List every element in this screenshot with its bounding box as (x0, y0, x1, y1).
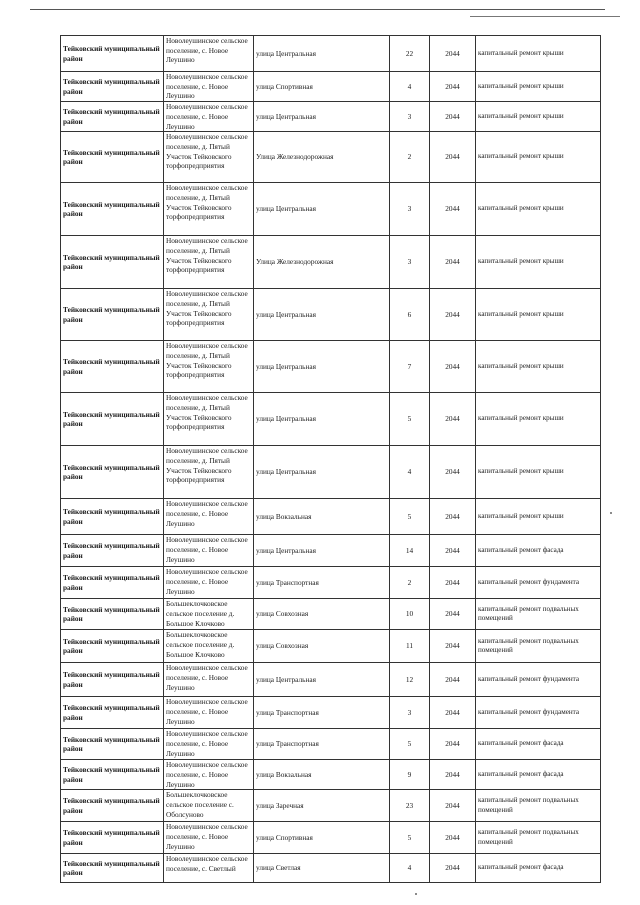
street-cell: улица Центральная (254, 341, 390, 393)
work-type-cell: капитальный ремонт крыши (476, 446, 601, 499)
district-cell: Тейковский муниципальный район (61, 535, 164, 567)
table-row (61, 393, 601, 446)
street-cell: улица Транспортная (254, 567, 390, 599)
settlement-cell: Новолеушинское сельское поселение, с. Новое Леушино (164, 760, 254, 790)
work-type-cell: капитальный ремонт подвальных помещений (476, 630, 601, 663)
table-row (61, 102, 601, 132)
work-type-cell: капитальный ремонт фундамента (476, 663, 601, 697)
house-number-cell: 2 (390, 132, 430, 183)
street-cell: улица Совхозная (254, 630, 390, 663)
table-row (61, 36, 601, 72)
street-cell: улица Совхозная (254, 599, 390, 630)
settlement-cell: Новолеушинское сельское поселение, с. Новое Леушино (164, 102, 254, 132)
district-cell: Тейковский муниципальный район (61, 102, 164, 132)
settlement-cell: Новолеушинское сельское поселение, с. Новое Леушино (164, 697, 254, 729)
street-cell: улица Транспортная (254, 729, 390, 760)
table-row (61, 567, 601, 599)
work-type-cell: капитальный ремонт подвальных помещений (476, 790, 601, 822)
table-row (61, 535, 601, 567)
house-number-cell: 11 (390, 630, 430, 663)
street-cell: улица Центральная (254, 446, 390, 499)
table-row (61, 499, 601, 535)
year-cell: 2044 (430, 393, 476, 446)
settlement-cell: Новолеушинское сельское поселение, с. Новое Леушино (164, 663, 254, 697)
year-cell: 2044 (430, 102, 476, 132)
district-cell: Тейковский муниципальный район (61, 822, 164, 854)
year-cell: 2044 (430, 599, 476, 630)
work-type-cell: капитальный ремонт подвальных помещений (476, 822, 601, 854)
street-cell: улица Светлая (254, 854, 390, 883)
scan-speck (610, 512, 612, 514)
house-number-cell: 4 (390, 446, 430, 499)
district-cell: Тейковский муниципальный район (61, 341, 164, 393)
district-cell: Тейковский муниципальный район (61, 393, 164, 446)
district-cell: Тейковский муниципальный район (61, 790, 164, 822)
table-row (61, 132, 601, 183)
table-body (61, 36, 601, 883)
settlement-cell: Новолеушинское сельское поселение, д. Пятый Участок Тейковского торфопредприятия (164, 236, 254, 289)
top-rule (30, 9, 605, 10)
table-row (61, 822, 601, 854)
settlement-cell: Новолеушинское сельское поселение, с. Светлый (164, 854, 254, 883)
district-cell: Тейковский муниципальный район (61, 36, 164, 72)
street-cell: улица Центральная (254, 102, 390, 132)
work-type-cell: капитальный ремонт фундамента (476, 697, 601, 729)
street-cell: улица Вокзальная (254, 499, 390, 535)
district-cell: Тейковский муниципальный район (61, 663, 164, 697)
street-cell: улица Центральная (254, 36, 390, 72)
top-rule-short (470, 16, 620, 17)
settlement-cell: Новолеушинское сельское поселение, с. Новое Леушино (164, 499, 254, 535)
work-type-cell: капитальный ремонт крыши (476, 341, 601, 393)
settlement-cell: Новолеушинское сельское поселение, с. Новое Леушино (164, 729, 254, 760)
year-cell: 2044 (430, 341, 476, 393)
house-number-cell: 4 (390, 72, 430, 102)
work-type-cell: капитальный ремонт крыши (476, 499, 601, 535)
street-cell: улица Центральная (254, 535, 390, 567)
settlement-cell: Большеклочковское сельское поселение д. Большое Клочково (164, 599, 254, 630)
district-cell: Тейковский муниципальный район (61, 72, 164, 102)
street-cell: улица Спортивная (254, 72, 390, 102)
settlement-cell: Новолеушинское сельское поселение, с. Новое Леушино (164, 535, 254, 567)
district-cell: Тейковский муниципальный район (61, 760, 164, 790)
street-cell: улица Центральная (254, 289, 390, 341)
district-cell: Тейковский муниципальный район (61, 236, 164, 289)
work-type-cell: капитальный ремонт крыши (476, 102, 601, 132)
house-number-cell: 5 (390, 393, 430, 446)
year-cell: 2044 (430, 567, 476, 599)
scan-speck (415, 893, 417, 895)
house-number-cell: 5 (390, 822, 430, 854)
repair-plan-table (60, 35, 601, 883)
settlement-cell: Большеклочковское сельское поселение д. Большое Клочково (164, 630, 254, 663)
district-cell: Тейковский муниципальный район (61, 567, 164, 599)
work-type-cell: капитальный ремонт фасада (476, 854, 601, 883)
table-row (61, 446, 601, 499)
street-cell: улица Центральная (254, 393, 390, 446)
house-number-cell: 3 (390, 183, 430, 236)
house-number-cell: 2 (390, 567, 430, 599)
work-type-cell: капитальный ремонт крыши (476, 393, 601, 446)
street-cell: улица Транспортная (254, 697, 390, 729)
work-type-cell: капитальный ремонт крыши (476, 72, 601, 102)
table-row (61, 236, 601, 289)
house-number-cell: 5 (390, 499, 430, 535)
settlement-cell: Новолеушинское сельское поселение, с. Новое Леушино (164, 36, 254, 72)
work-type-cell: капитальный ремонт подвальных помещений (476, 599, 601, 630)
house-number-cell: 14 (390, 535, 430, 567)
house-number-cell: 7 (390, 341, 430, 393)
house-number-cell: 9 (390, 760, 430, 790)
district-cell: Тейковский муниципальный район (61, 630, 164, 663)
year-cell: 2044 (430, 630, 476, 663)
house-number-cell: 5 (390, 729, 430, 760)
year-cell: 2044 (430, 236, 476, 289)
year-cell: 2044 (430, 663, 476, 697)
settlement-cell: Новолеушинское сельское поселение, д. Пятый Участок Тейковского торфопредприятия (164, 183, 254, 236)
year-cell: 2044 (430, 499, 476, 535)
house-number-cell: 4 (390, 854, 430, 883)
street-cell: Улица Железнодорожная (254, 132, 390, 183)
district-cell: Тейковский муниципальный район (61, 289, 164, 341)
work-type-cell: капитальный ремонт крыши (476, 236, 601, 289)
work-type-cell: капитальный ремонт фундамента (476, 567, 601, 599)
table-row (61, 663, 601, 697)
settlement-cell: Новолеушинское сельское поселение, с. Новое Леушино (164, 822, 254, 854)
year-cell: 2044 (430, 289, 476, 341)
work-type-cell: капитальный ремонт крыши (476, 36, 601, 72)
street-cell: улица Спортивная (254, 822, 390, 854)
settlement-cell: Большеклочковское сельское поселение с. Оболсуново (164, 790, 254, 822)
house-number-cell: 23 (390, 790, 430, 822)
table-row (61, 341, 601, 393)
work-type-cell: капитальный ремонт крыши (476, 183, 601, 236)
table-row (61, 72, 601, 102)
table-row (61, 697, 601, 729)
table-row (61, 599, 601, 630)
settlement-cell: Новолеушинское сельское поселение, д. Пятый Участок Тейковского торфопредприятия (164, 132, 254, 183)
year-cell: 2044 (430, 822, 476, 854)
work-type-cell: капитальный ремонт крыши (476, 132, 601, 183)
district-cell: Тейковский муниципальный район (61, 499, 164, 535)
settlement-cell: Новолеушинское сельское поселение, д. Пятый Участок Тейковского торфопредприятия (164, 446, 254, 499)
table-row (61, 729, 601, 760)
district-cell: Тейковский муниципальный район (61, 599, 164, 630)
table-row (61, 630, 601, 663)
work-type-cell: капитальный ремонт фасада (476, 729, 601, 760)
district-cell: Тейковский муниципальный район (61, 729, 164, 760)
house-number-cell: 3 (390, 236, 430, 289)
house-number-cell: 12 (390, 663, 430, 697)
year-cell: 2044 (430, 697, 476, 729)
house-number-cell: 3 (390, 102, 430, 132)
district-cell: Тейковский муниципальный район (61, 446, 164, 499)
district-cell: Тейковский муниципальный район (61, 132, 164, 183)
settlement-cell: Новолеушинское сельское поселение, д. Пятый Участок Тейковского торфопредприятия (164, 393, 254, 446)
year-cell: 2044 (430, 72, 476, 102)
work-type-cell: капитальный ремонт фасада (476, 535, 601, 567)
year-cell: 2044 (430, 729, 476, 760)
house-number-cell: 10 (390, 599, 430, 630)
settlement-cell: Новолеушинское сельское поселение, с. Новое Леушино (164, 72, 254, 102)
street-cell: Улица Железнодорожная (254, 236, 390, 289)
year-cell: 2044 (430, 760, 476, 790)
street-cell: улица Центральная (254, 183, 390, 236)
work-type-cell: капитальный ремонт фасада (476, 760, 601, 790)
house-number-cell: 6 (390, 289, 430, 341)
house-number-cell: 3 (390, 697, 430, 729)
table-row (61, 760, 601, 790)
settlement-cell: Новолеушинское сельское поселение, д. Пятый Участок Тейковского торфопредприятия (164, 289, 254, 341)
street-cell: улица Вокзальная (254, 760, 390, 790)
district-cell: Тейковский муниципальный район (61, 697, 164, 729)
table-row (61, 790, 601, 822)
year-cell: 2044 (430, 854, 476, 883)
table-row (61, 854, 601, 883)
settlement-cell: Новолеушинское сельское поселение, д. Пятый Участок Тейковского торфопредприятия (164, 341, 254, 393)
year-cell: 2044 (430, 535, 476, 567)
year-cell: 2044 (430, 183, 476, 236)
year-cell: 2044 (430, 36, 476, 72)
year-cell: 2044 (430, 790, 476, 822)
year-cell: 2044 (430, 132, 476, 183)
work-type-cell: капитальный ремонт крыши (476, 289, 601, 341)
district-cell: Тейковский муниципальный район (61, 183, 164, 236)
street-cell: улица Заречная (254, 790, 390, 822)
district-cell: Тейковский муниципальный район (61, 854, 164, 883)
house-number-cell: 22 (390, 36, 430, 72)
table-row (61, 289, 601, 341)
year-cell: 2044 (430, 446, 476, 499)
street-cell: улица Центральная (254, 663, 390, 697)
settlement-cell: Новолеушинское сельское поселение, с. Новое Леушино (164, 567, 254, 599)
table-row (61, 183, 601, 236)
